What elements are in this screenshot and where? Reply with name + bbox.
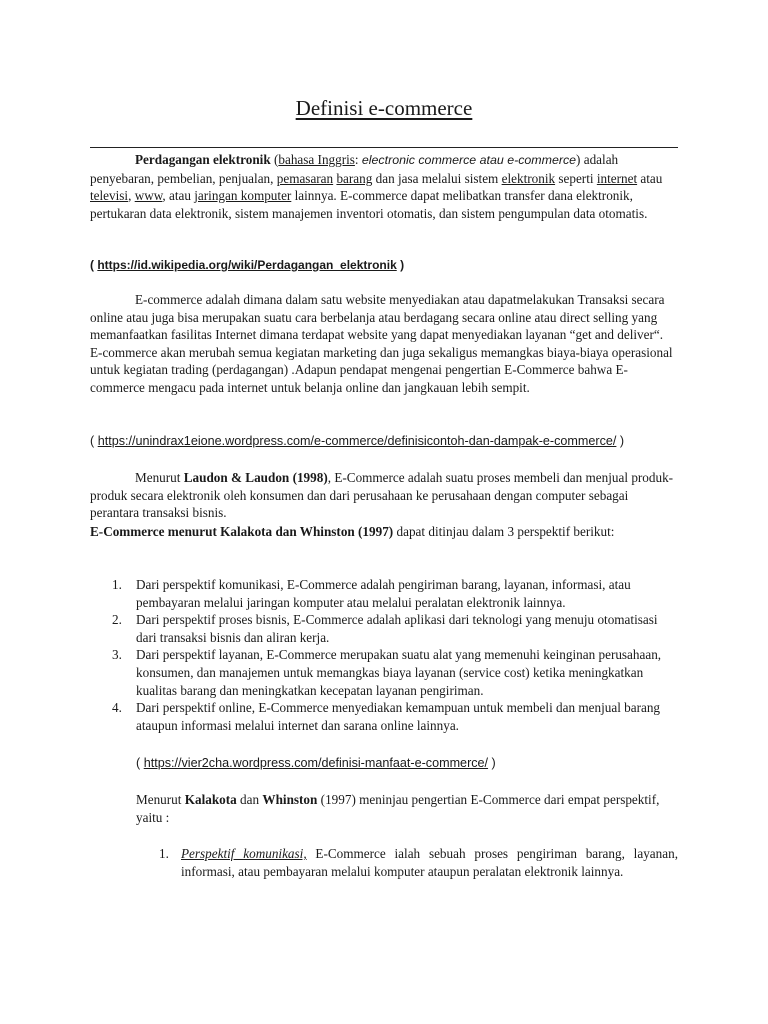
link-pemasaran[interactable]: pemasaran xyxy=(276,170,334,186)
source-link-unindrax[interactable]: https://unindrax1eione.wordpress.com/e-commerce/definisicontoh-dan-dampak-e-commerce/ xyxy=(97,434,617,448)
text-fragment: , E-Commerce adalah suatu proses membeli dan menjual produk-produk secara elektronik oleh konsumen dan dari perusahaan ke perusahaan dengan computer sebagai perantara transaksi bisnis. xyxy=(90,470,674,521)
list-item xyxy=(90,646,678,699)
name-kalakota: Kalakota xyxy=(184,792,237,807)
link-elektronik[interactable]: elektronik xyxy=(501,170,556,186)
list-item-text: Dari perspektif online, E-Commerce menyediakan kemampuan untuk membeli dan menjual barang ataupun informasi melalui internet dan sarana online lainnya. xyxy=(136,700,661,733)
term-perdagangan-elektronik: Perdagangan elektronik xyxy=(135,152,271,167)
heading-kalakota-whinston: E-Commerce menurut Kalakota dan Whinston (1997) xyxy=(90,524,394,539)
authors-laudon: Laudon & Laudon (1998) xyxy=(183,470,328,485)
link-televisi[interactable]: televisi xyxy=(90,188,129,204)
list-number: 4. xyxy=(112,700,122,716)
source-citation-1 xyxy=(90,256,678,275)
paren-close: ) xyxy=(616,434,625,448)
paragraph-kalakota-four-perspectives xyxy=(136,791,678,826)
paren-open: ( xyxy=(90,258,98,272)
text-fragment: seperti xyxy=(555,170,597,186)
name-whinston: Whinston xyxy=(262,792,318,807)
list-number: 3. xyxy=(112,647,122,663)
source-citation-3 xyxy=(136,755,678,773)
text-fragment: ) adalah penyebaran, pembelian, penjualan, xyxy=(90,152,619,186)
list-item xyxy=(90,611,678,646)
source-citation-2 xyxy=(90,433,678,451)
english-term: electronic commerce atau e-commerce xyxy=(361,153,577,167)
link-internet[interactable]: internet xyxy=(596,170,638,186)
list-item xyxy=(136,845,678,880)
list-item-text: Dari perspektif komunikasi, E-Commerce adalah pengiriman barang, layanan, informasi, atau pembayaran melalui jaringan komputer atau melalui peralatan elektronik lainnya. xyxy=(136,577,631,610)
perspective-list-2 xyxy=(136,845,678,880)
link-jaringan-komputer[interactable]: jaringan komputer xyxy=(194,188,292,204)
paren-close: ) xyxy=(396,258,405,272)
text-fragment: dan jasa melalui sistem xyxy=(372,170,502,186)
source-link-vier2cha[interactable]: https://vier2cha.wordpress.com/definisi-manfaat-e-commerce/ xyxy=(143,756,489,770)
paragraph-definition xyxy=(90,151,678,222)
list-number: 1. xyxy=(159,846,169,861)
list-item-text: Dari perspektif layanan, E-Commerce merupakan suatu alat yang memenuhi keinginan perusahaan, konsumen, dan manajemen untuk memangkas biaya layanan (service cost) ketika meningkatkan kualitas barang dan meningkatkan kecepatan layanan pengiriman. xyxy=(136,647,662,698)
link-barang[interactable]: barang xyxy=(336,170,373,186)
list-number: 1. xyxy=(112,577,122,592)
term-perspektif-komunikasi: Perspektif komunikasi, xyxy=(181,846,307,861)
paragraph-laudon xyxy=(90,469,678,522)
list-item xyxy=(90,699,678,734)
text-fragment: , atau xyxy=(162,188,195,204)
list-item-text: E-Commerce ialah sebuah proses pengiriman barang, layanan, informasi, atau pembayaran melalui komputer ataupun peralatan elektronik lainnya. xyxy=(181,846,678,879)
paren-open: ( xyxy=(136,756,144,770)
list-item xyxy=(90,576,678,611)
text-fragment: dan xyxy=(236,792,263,807)
link-bahasa-inggris[interactable]: bahasa Inggris xyxy=(278,152,355,167)
paragraph-kalakota-heading xyxy=(90,523,678,541)
text-fragment: : xyxy=(354,152,362,167)
perspective-list xyxy=(90,576,678,734)
text-fragment: dapat ditinjau dalam 3 perspektif berikut: xyxy=(393,524,615,539)
text-fragment: atau xyxy=(637,170,663,186)
source-link-wikipedia[interactable]: https://id.wikipedia.org/wiki/Perdagangan_elektronik xyxy=(97,258,397,272)
text-fragment: (1997) meninjau pengertian E-Commerce dari empat perspektif, yaitu : xyxy=(136,792,660,825)
paren-close: ) xyxy=(488,756,496,770)
text-fragment: ( xyxy=(270,152,279,167)
link-www[interactable]: www xyxy=(134,188,163,204)
list-item-text: Dari perspektif proses bisnis, E-Commerce adalah aplikasi dari teknologi yang menuju otomatisasi dari transaksi bisnis dan aliran kerja. xyxy=(136,612,658,645)
title-divider xyxy=(90,147,678,148)
text-fragment: , xyxy=(128,188,135,204)
paragraph-ecommerce-description: E-commerce adalah dimana dalam satu website menyediakan atau dapatmelakukan Transaksi secara online atau juga bisa merupakan suatu cara berbelanja atau berdagang secara online atau direct selling yang memanfaatkan fasilitas Internet dimana terdapat website yang dapat menyediakan layanan “get and deliver“. E-commerce akan merubah semua kegiatan marketing dan juga sekaligus memangkas biaya-biaya operasional untuk kegiatan trading (perdagangan) .Adapun pendapat mengenai pengertian E-Commerce bahwa E-commerce mengacu pada internet untuk belanja online dan jangkauan lebih sempit. xyxy=(90,292,673,395)
list-number: 2. xyxy=(112,612,122,628)
text-fragment: Menurut xyxy=(136,792,185,807)
page-title: Definisi e-commerce xyxy=(295,96,473,120)
text-fragment: lainnya. E-commerce dapat melibatkan transfer dana elektronik, pertukaran data elektronik, sistem manajemen inventori otomatis, dan sistem pengumpulan data otomatis. xyxy=(90,188,648,221)
paren-open: ( xyxy=(90,434,98,448)
text-fragment: Menurut xyxy=(135,470,184,485)
